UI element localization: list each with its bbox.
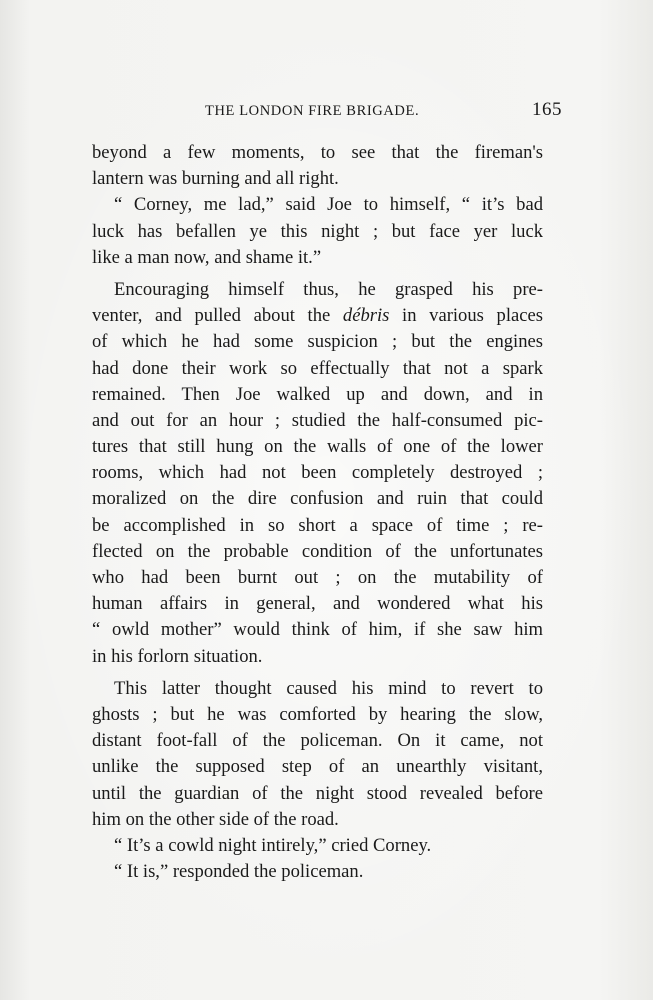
- paragraph-2: [92, 192, 543, 271]
- running-title: THE LONDON FIRE BRIGADE.: [205, 103, 420, 119]
- text-line: who had been burnt out ; on the mutability of: [92, 567, 543, 588]
- text-line: Encouraging himself thus, he grasped his pre-: [114, 278, 543, 300]
- text-line: flected on the probable condition of the unfortunates: [92, 540, 543, 562]
- text-line: distant foot-fall of the policeman. On it came, not: [92, 730, 543, 752]
- text-line-with-italic: [92, 303, 543, 329]
- text-line: remained. Then Joe walked up and down, and in: [92, 383, 543, 405]
- paragraph-1: [92, 140, 543, 192]
- text-line: “ Corney, me lad,” said Joe to himself, “ it’s bad: [114, 194, 543, 216]
- text-line: until the guardian of the night stood revealed before: [92, 782, 543, 804]
- text-segment: in various places: [389, 305, 543, 327]
- text-line: tures that still hung on the walls of one of the lower: [92, 436, 543, 458]
- paragraph-6: [92, 859, 543, 885]
- body-text: [92, 140, 543, 885]
- text-line: be accomplished in so short a space of time ; re-: [92, 514, 543, 536]
- paragraph-3: [92, 277, 543, 670]
- text-line: unlike the supposed step of an unearthly visitant,: [92, 756, 543, 778]
- text-line: beyond a few moments, to see that the fireman's: [92, 142, 543, 163]
- text-line: of which he had some suspicion ; but the engines: [92, 331, 543, 353]
- paragraph-4: [92, 676, 543, 833]
- text-line: like a man now, and shame it.”: [92, 246, 322, 268]
- text-line: in his forlorn situation.: [92, 645, 263, 667]
- text-line: luck has befallen ye this night ; but face yer luck: [92, 220, 543, 242]
- text-line: human affairs in general, and wondered what his: [92, 593, 543, 615]
- text-line: moralized on the dire confusion and ruin that could: [92, 488, 543, 510]
- text-line: ghosts ; but he was comforted by hearing the slow,: [92, 703, 543, 725]
- text-line: and out for an hour ; studied the half-consumed pic-: [92, 409, 543, 431]
- text-line: rooms, which had not been completely destroyed ;: [92, 462, 543, 484]
- text-line: “ It is,” responded the policeman.: [114, 861, 364, 883]
- text-line: “ owld mother” would think of him, if she saw him: [92, 619, 543, 641]
- paragraph-5: [92, 833, 543, 859]
- text-line: This latter thought caused his mind to revert to: [114, 677, 543, 699]
- running-header: [92, 99, 562, 127]
- text-line: him on the other side of the road.: [92, 808, 339, 830]
- page-number: 165: [532, 99, 562, 120]
- italic-word: débris: [342, 305, 390, 327]
- text-segment: venter, and pulled about the: [92, 305, 343, 327]
- text-line: lantern was burning and all right.: [92, 168, 339, 190]
- text-line: “ It’s a cowld night intirely,” cried Corney.: [114, 834, 432, 856]
- text-line: had done their work so effectually that not a spark: [92, 357, 543, 379]
